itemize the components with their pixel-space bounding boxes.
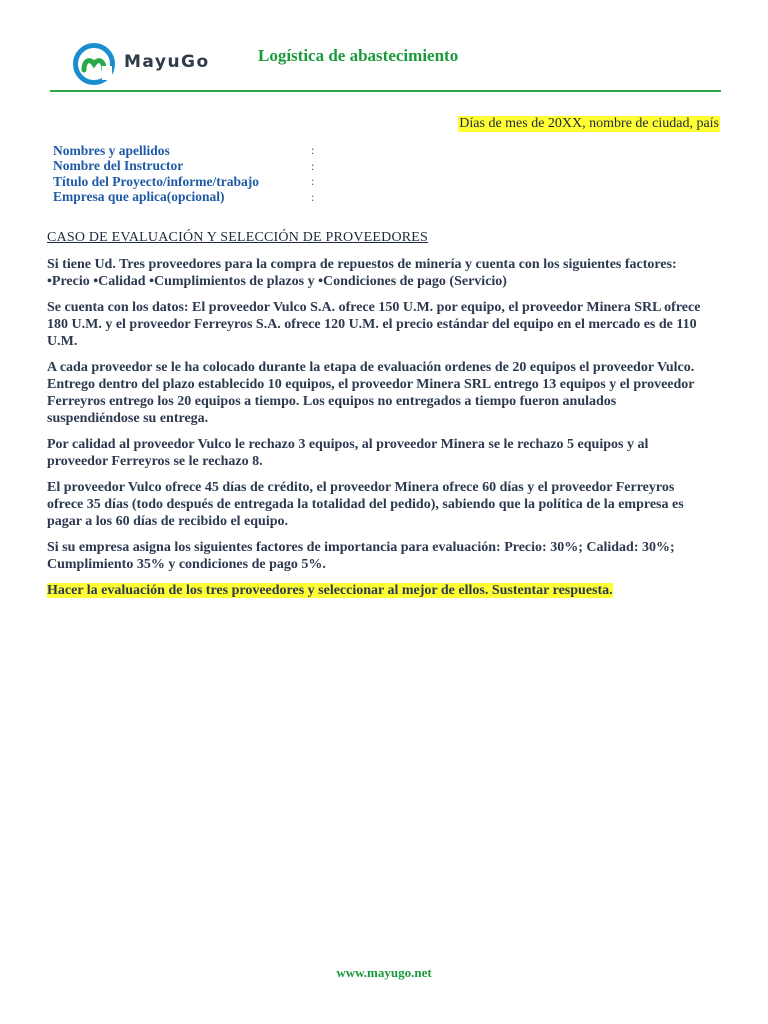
field-colon: : bbox=[311, 174, 315, 189]
footer-website: www.mayugo.net bbox=[336, 965, 432, 980]
instruction-highlight: Hacer la evaluación de los tres proveedores y seleccionar al mejor de ellos. Sustentar respuesta. bbox=[47, 583, 613, 598]
header-divider bbox=[50, 90, 721, 92]
page-header bbox=[0, 0, 768, 100]
field-row-project-title bbox=[53, 174, 314, 190]
brand-name: MayuGo bbox=[124, 52, 210, 72]
field-label: Nombre del Instructor bbox=[53, 158, 184, 174]
instruction-paragraph bbox=[47, 582, 707, 599]
field-colon: : bbox=[311, 158, 315, 173]
field-colon: : bbox=[311, 143, 315, 158]
field-label: Nombres y apellidos bbox=[53, 142, 170, 158]
field-colon: : bbox=[311, 189, 315, 204]
field-label: Empresa que aplica(opcional) bbox=[53, 189, 225, 205]
field-row-company bbox=[53, 190, 314, 206]
paragraph-weights: Si su empresa asigna los siguientes factores de importancia para evaluación: Precio: 30%; Calidad: 30%; Cumplimiento 35% y condiciones de pago 5%. bbox=[47, 540, 675, 572]
field-row-instructor bbox=[53, 159, 314, 175]
field-label: Título del Proyecto/informe/trabajo bbox=[53, 173, 259, 189]
paragraph-factors: Si tiene Ud. Tres proveedores para la compra de repuestos de minería y cuenta con los siguientes factores: •Precio •Calidad •Cumplimientos de plazos y •Condiciones de pago (Servicio) bbox=[47, 257, 677, 289]
paragraph-deliveries: A cada proveedor se le ha colocado durante la etapa de evaluación ordenes de 20 equipos el proveedor Vulco. Entrego dentro del plazo establecido 10 equipos, el proveedor Minera SRL entrego 13 equipos y el proveedor Ferreyros entrego los 20 equipos a tiempo. Los equipos no entregados a tiempo fueron anulados suspendiéndose su entrega. bbox=[47, 360, 695, 426]
paragraph-credit: El proveedor Vulco ofrece 45 días de crédito, el proveedor Minera ofrece 60 días y el proveedor Ferreyros ofrece 35 días (todo después de entregada la totalidad del pedido), sabiendo que la política de la empresa es pagar a los 60 días de recibido el equipo. bbox=[47, 480, 684, 529]
mayugo-logo-icon bbox=[72, 42, 116, 86]
document-title: Logística de abastecimiento bbox=[258, 46, 459, 65]
section-title: CASO DE EVALUACIÓN Y SELECCIÓN DE PROVEEDORES bbox=[47, 230, 429, 245]
paragraph-prices: Se cuenta con los datos: El proveedor Vulco S.A. ofrece 150 U.M. por equipo, el proveedor Minera SRL ofrece 180 U.M. y el proveedor Ferreyros S.A. ofrece 120 U.M. el precio estándar del equipo en el mercado es de 110 U.M. bbox=[47, 300, 701, 349]
case-content bbox=[47, 230, 707, 608]
field-row-name bbox=[53, 143, 314, 159]
paragraph-quality: Por calidad al proveedor Vulco le rechazo 3 equipos, al proveedor Minera se le rechazo 5 equipos y al proveedor Ferreyros se le rechazo 8. bbox=[47, 437, 649, 469]
student-info-fields bbox=[53, 143, 314, 205]
date-line: Días de mes de 20XX, nombre de ciudad, país bbox=[459, 116, 719, 131]
